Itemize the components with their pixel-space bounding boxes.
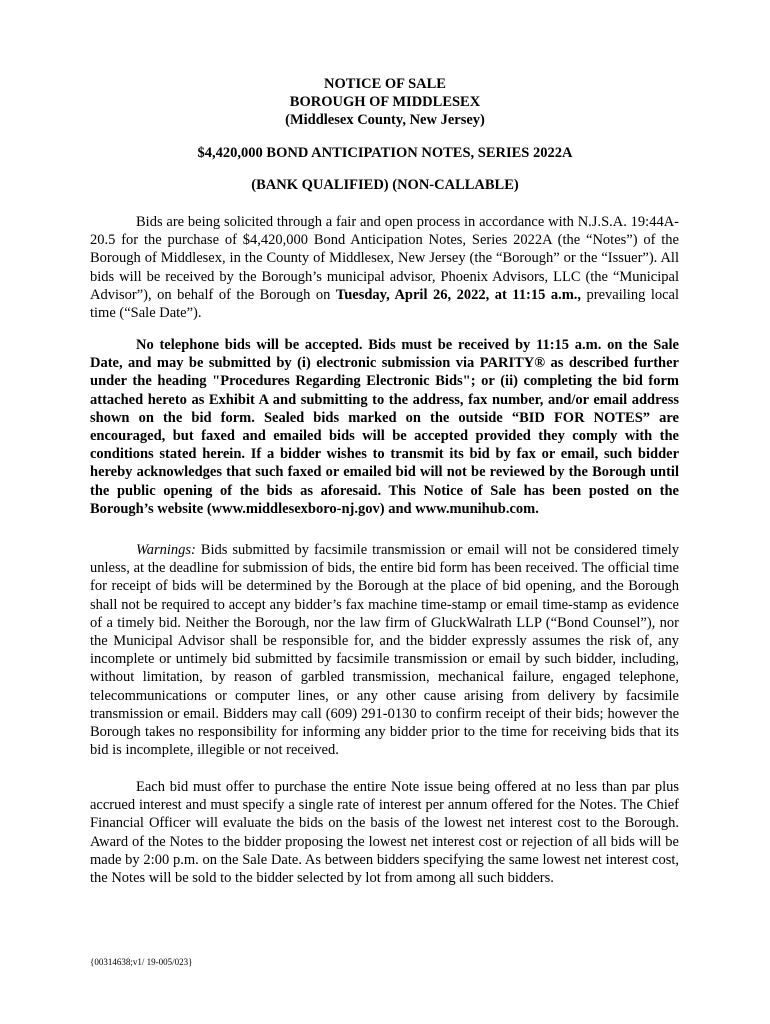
notes-qualifier: (BANK QUALIFIED) (NON-CALLABLE) bbox=[251, 177, 519, 193]
paragraph-solicitation bbox=[90, 213, 679, 322]
paragraph-warnings-text: Bids submitted by facsimile transmission or email will not be considered timely unless, at the deadline for submission of bids, the entire bid form has been received. The official time for receipt of bids will be determined by the Borough at the place of bid opening, and the Borough shall not be required to accept any bidder’s fax machine time-stamp or email time-stamp as evidence of a timely bid. Neither the Borough, nor the law firm of GluckWalrath LLP (“Bond Counsel”), nor the Municipal Advisor shall be responsible for, and the bidder expressly assumes the risk of, any incomplete or untimely bid submitted by facsimile transmission or email by such bidder, including, without limitation, by reason of garbled transmission, mechanical failure, engaged telephone, telecommunications or computer lines, or any other cause arising from delivery by facsimile transmission or email. Bidders may call (609) 291-0130 to confirm receipt of their bids; however the Borough takes no responsibility for informing any bidder prior to the time for receiving bids that its bid is incomplete, illegible or not received. bbox=[90, 542, 679, 759]
paragraph-bid-submission bbox=[90, 336, 679, 518]
sale-date-bold: Tuesday, April 26, 2022, at 11:15 a.m., bbox=[335, 286, 582, 303]
notes-title: $4,420,000 BOND ANTICIPATION NOTES, SERIES 2022A bbox=[197, 145, 573, 161]
issuer-name: BOROUGH OF MIDDLESEX bbox=[289, 94, 481, 110]
document-id-footer: {00314638;v1/ 19-005/023} bbox=[90, 957, 193, 967]
paragraph-warnings bbox=[90, 541, 679, 759]
paragraph-bid-terms bbox=[90, 778, 679, 887]
paragraph-bid-submission-text: No telephone bids will be accepted. Bids must be received by 11:15 a.m. on the Sale Date, and may be submitted by (i) electronic submission via PARITY® as described further under the heading "Procedures Regarding Electronic Bids"; or (ii) completing the bid form attached hereto as Exhibit A and submitting to the address, fax number, and/or email address shown on the bid form. Sealed bids marked on the outside “BID FOR NOTES” are encouraged, but faxed and emailed bids will be accepted provided they comply with the conditions stated herein. If a bidder wishes to transmit its bid by fax or email, such bidder hereby acknowledges that such faxed or emailed bid will not be reviewed by the Borough until the public opening of the bids as aforesaid. This Notice of Sale has been posted on the Borough’s website (www.middlesexboro-nj.gov) and www.munihub.com. bbox=[90, 337, 679, 517]
issuer-county: (Middlesex County, New Jersey) bbox=[285, 112, 485, 128]
paragraph-solicitation-tail: prevailing local time (“Sale Date”). bbox=[90, 286, 679, 322]
paragraph-bid-terms-text: Each bid must offer to purchase the entire Note issue being offered at no less than par plus accrued interest and must specify a single rate of interest per annum offered for the Notes. The Chief Financial Officer will evaluate the bids on the basis of the lowest net interest cost to the Borough. Award of the Notes to the bidder proposing the lowest net interest cost or rejection of all bids will be made by 2:00 p.m. on the Sale Date. As between bidders specifying the same lowest net interest cost, the Notes will be sold to the bidder selected by lot from among all such bidders. bbox=[90, 779, 679, 887]
paragraph-solicitation-text: Bids are being solicited through a fair and open process in accordance with N.J.S.A. 19:44A-20.5 for the purchase of $4,420,000 Bond Anticipation Notes, Series 2022A (the “Notes”) of the Borough of Middlesex, in the County of Middlesex, New Jersey (the “Borough” or the “Issuer”). All bids will be received by the Borough’s municipal advisor, Phoenix Advisors, LLC (the “Municipal Advisor”), on behalf of the Borough on bbox=[90, 214, 679, 303]
warnings-label: Warnings: bbox=[136, 542, 196, 558]
notice-title: NOTICE OF SALE bbox=[324, 76, 446, 92]
